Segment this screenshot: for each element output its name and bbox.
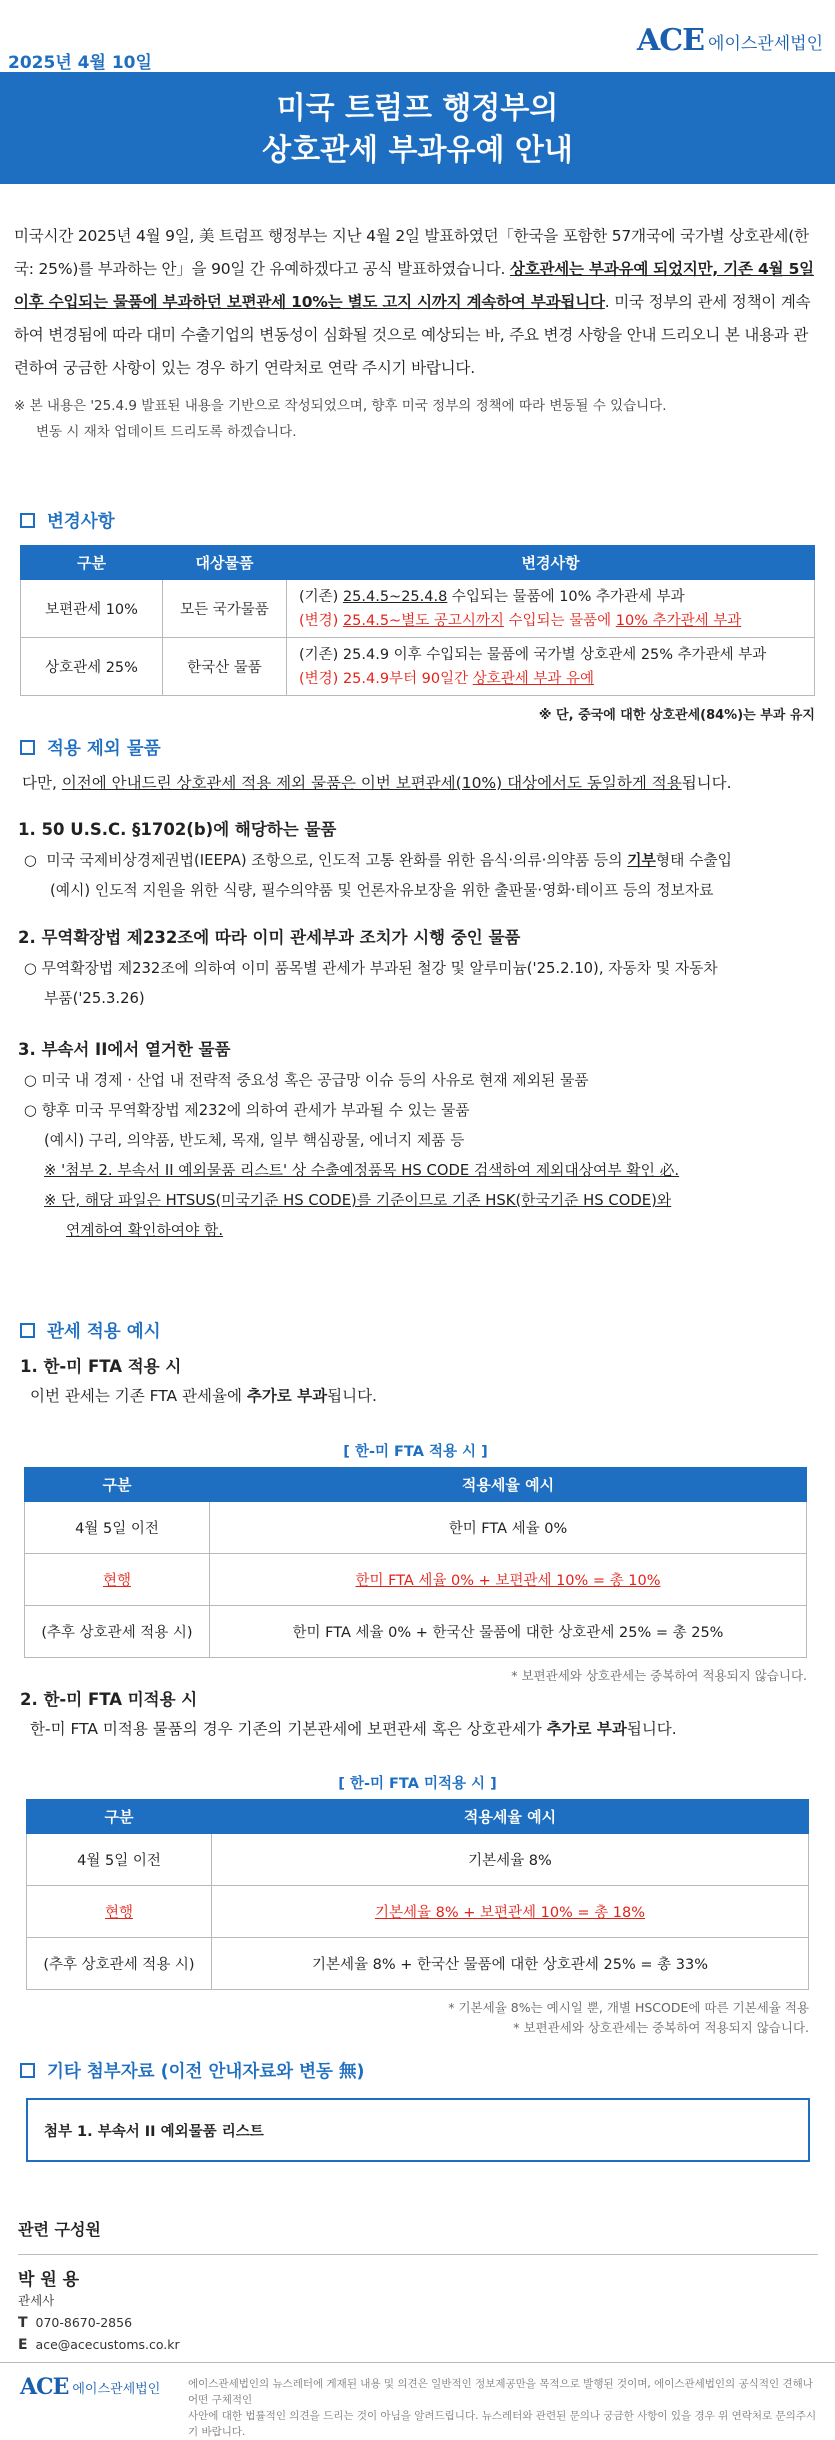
- table-row: [25, 1606, 807, 1658]
- after-prefix: (변경): [299, 612, 343, 629]
- square-bullet-icon: [20, 740, 35, 755]
- exclusions-intro-suffix: 됩니다.: [681, 774, 732, 792]
- change-after: [299, 667, 814, 691]
- col-header: 적용세율 예시: [212, 1800, 809, 1834]
- fta-table: [24, 1467, 807, 1658]
- circle-bullet-icon: ○: [24, 1072, 37, 1089]
- company-logo[interactable]: [637, 23, 823, 58]
- nofta-header-row: [27, 1800, 809, 1834]
- nofta-table-note-2: * 보편관세와 상호관세는 중복하여 적용되지 않습니다.: [513, 2020, 809, 2035]
- nofta-intro: [20, 1686, 815, 1744]
- cell-rate: 기본세율 8% + 보편관세 10% = 총 18%: [212, 1886, 809, 1938]
- cell-period: (추후 상호관세 적용 시): [27, 1938, 212, 1990]
- exclusion-item-3-line-2: [18, 1096, 818, 1126]
- fta-desc: [20, 1381, 815, 1411]
- cell-change: [287, 638, 815, 696]
- logo-mark: ACE: [637, 23, 705, 58]
- before-suffix: 수입되는 물품에 10% 추가관세 부과: [447, 588, 685, 605]
- after-mid: 25.4.9부터 90일간: [342, 670, 473, 687]
- logo-name: 에이스관세법인: [708, 34, 823, 54]
- footer-disclaimer: [188, 2376, 823, 2440]
- exclusion-item-2-line-2: 부품('25.3.26): [44, 990, 145, 1007]
- change-before: [299, 585, 814, 609]
- footer-logo[interactable]: [20, 2376, 160, 2398]
- title-banner: [0, 72, 835, 184]
- issue-date: 2025년 4월 10일: [8, 53, 152, 73]
- cell-rate: 기본세율 8%: [212, 1834, 809, 1886]
- footer-divider: [0, 2362, 835, 2363]
- changes-footnote: ※ 단, 중국에 대한 상호관세(84%)는 부과 유지: [538, 708, 815, 723]
- table-row: [25, 1554, 807, 1606]
- changes-table: [20, 545, 815, 696]
- email-link[interactable]: ace@acecustoms.co.kr: [35, 2337, 180, 2352]
- after-suspension: 상호관세 부과 유예: [472, 670, 595, 687]
- after-tariff: 10% 추가관세 부과: [615, 612, 742, 629]
- table-row: [25, 1502, 807, 1554]
- nofta-table-caption: [ 한-미 FTA 미적용 시 ]: [338, 1776, 497, 1792]
- tel-label: T: [18, 2315, 28, 2331]
- exclusions-intro: [20, 768, 815, 798]
- exclusion-item-1-line-1: [18, 846, 818, 876]
- nofta-desc-c: 됩니다.: [626, 1720, 677, 1738]
- square-bullet-icon: [20, 513, 35, 528]
- col-header: 변경사항: [287, 546, 815, 580]
- item3-text-1: 미국 내 경제 · 산업 내 전략적 중요성 혹은 공급망 이슈 등의 사유로 현재 제외된 물품: [41, 1072, 589, 1089]
- exclusion-item-1-title: 1. 50 U.S.C. §1702(b)에 해당하는 물품: [18, 820, 337, 839]
- intro-text: 미국시간 2025년 4월 9일, 美 트럼프 행정부는 지난 4월 2일 발표하였던「한국을 포함한 57개국에 국가별 상호관세(한국: 25%)를 부과하는 안」을 90일 간 유예하겠다고 공식 발표하였습니다.: [14, 227, 809, 278]
- examples-title: [20, 1318, 815, 1343]
- cell-period: 4월 5일 이전: [25, 1502, 210, 1554]
- contact-heading: 관련 구성원: [18, 2220, 101, 2239]
- fta-table-block: [24, 1440, 807, 1684]
- before-period: 25.4.5~25.4.8: [342, 588, 448, 605]
- cell-rate: 기본세율 8% + 한국산 물품에 대한 상호관세 25% = 총 33%: [212, 1938, 809, 1990]
- exclusions-intro-prefix: 다만,: [22, 774, 62, 792]
- contact-name: 박 원 용: [18, 2270, 80, 2290]
- cell-period: 4월 5일 이전: [27, 1834, 212, 1886]
- fta-table-note: * 보편관세와 상호관세는 중복하여 적용되지 않습니다.: [511, 1668, 807, 1683]
- top-bar: [0, 0, 835, 72]
- fta-table-caption: [ 한-미 FTA 적용 시 ]: [343, 1444, 488, 1460]
- cell-rate: 한미 FTA 세율 0%: [210, 1502, 807, 1554]
- item1-text-b: 기부: [627, 852, 656, 869]
- attachment-link[interactable]: 첨부 1. 부속서 II 예외물품 리스트: [26, 2098, 810, 2162]
- cell-period: 현행: [25, 1554, 210, 1606]
- changes-header-row: [21, 546, 815, 580]
- fta-title: 1. 한-미 FTA 적용 시: [20, 1357, 182, 1376]
- cell-change: [287, 580, 815, 638]
- circle-bullet-icon: ○: [24, 852, 37, 869]
- cell-period: (추후 상호관세 적용 시): [25, 1606, 210, 1658]
- fta-desc-a: 이번 관세는 기존 FTA 관세율에: [30, 1387, 247, 1405]
- exclusions-title: [20, 735, 815, 760]
- exclusion-item-1-line-2: (예시) 인도적 지원을 위한 식량, 필수의약품 및 언론자유보장을 위한 출판물·영화·테이프 등의 정보자료: [50, 882, 714, 899]
- nofta-table-block: [26, 1772, 809, 2036]
- tel-value[interactable]: 070-8670-2856: [35, 2315, 133, 2330]
- change-before: (기존) 25.4.9 이후 수입되는 물품에 국가별 상호관세 25% 추가관세 부과: [299, 646, 767, 663]
- contact-tel: [18, 2312, 818, 2334]
- cell-type: 상호관세 25%: [21, 638, 163, 696]
- email-label: E: [18, 2337, 28, 2353]
- col-header: 구분: [21, 546, 163, 580]
- change-after: [299, 609, 814, 633]
- square-bullet-icon: [20, 1323, 35, 1338]
- nofta-table: [26, 1799, 809, 1990]
- after-period: 25.4.5~별도 공고시까지: [342, 612, 504, 629]
- title-line-2: 상호관세 부과유예 안내: [262, 133, 573, 168]
- table-row: [21, 580, 815, 638]
- cell-rate: 한미 FTA 세율 0% + 한국산 물품에 대한 상호관세 25% = 총 25%: [210, 1606, 807, 1658]
- fta-desc-b: 추가로 부과: [246, 1387, 328, 1405]
- exclusion-item-1: [18, 816, 818, 906]
- exclusion-item-2-title: 2. 무역확장법 제232조에 따라 이미 관세부과 조치가 시행 중인 물품: [18, 928, 521, 947]
- table-row: [21, 638, 815, 696]
- intro-paragraph: [0, 184, 835, 385]
- intro-note-line-2: 변동 시 재차 업데이트 드리도록 하겠습니다.: [36, 424, 297, 440]
- square-bullet-icon: [20, 2063, 35, 2078]
- changes-title: [20, 508, 815, 533]
- exclusion-item-3-line-1: [18, 1066, 818, 1096]
- title-line-1: 미국 트럼프 행정부의: [276, 91, 559, 126]
- nofta-desc: [20, 1714, 815, 1744]
- exclusion-item-3: [18, 1036, 818, 1246]
- item3-text-2: 향후 미국 무역확장법 제232에 의하여 관세가 부과될 수 있는 물품: [41, 1102, 470, 1119]
- cell-rate: 한미 FTA 세율 0% + 보편관세 10% = 총 10%: [210, 1554, 807, 1606]
- item2-text: 무역확장법 제232조에 의하여 이미 품목별 관세가 부과된 철강 및 알루미늄('25.2.10), 자동차 및 자동차: [41, 960, 718, 977]
- footer-logo-name: 에이스관세법인: [72, 2382, 161, 2397]
- exclusion-item-3-line-3: (예시) 구리, 의약품, 반도체, 목재, 일부 핵심광물, 에너지 제품 등: [44, 1132, 465, 1149]
- fta-header-row: [25, 1468, 807, 1502]
- fta-desc-c: 됩니다.: [327, 1387, 377, 1405]
- col-header: 구분: [27, 1800, 212, 1834]
- exclusion-item-3-title: 3. 부속서 II에서 열거한 물품: [18, 1040, 231, 1059]
- contact-section: [18, 2217, 818, 2356]
- divider: [18, 2254, 818, 2255]
- intro-text-end: . 미국 정부의 관세 정책이 계속하여 변경됨에 따라 대미 수출기업의 변동성이 심화될 것으로 예상되는 바, 주요 변경 사항을 안내 드리오니 본 내용과 관련하여 궁금한 사항이 있는 경우 하기 연락처로 연락 주시기 바랍니다.: [14, 293, 811, 377]
- exclusions-section: [20, 735, 815, 798]
- exclusion-item-3-note-1: ※ '첨부 2. 부속서 II 예외물품 리스트' 상 수출예정품목 HS CODE 검색하여 제외대상여부 확인 必.: [44, 1162, 680, 1179]
- col-header: 구분: [25, 1468, 210, 1502]
- exclusions-title-text: 적용 제외 물품: [47, 739, 161, 759]
- before-prefix: (기존): [299, 588, 343, 605]
- after-prefix: (변경): [299, 670, 343, 687]
- intro-highlight: 상호관세는 부과유예 되었지만, 기존 4월 5일 이후 수입되는 물품에 부과하던 보편관세 10%는 별도 고지 시까지 계속하여 부과됩니다: [14, 260, 814, 311]
- attachments-title: [20, 2058, 815, 2083]
- nofta-desc-b: 추가로 부과: [546, 1720, 627, 1738]
- exclusion-item-3-note-2b: 연계하여 확인하여야 함.: [66, 1222, 224, 1239]
- exclusions-intro-underlined: 이전에 안내드린 상호관세 적용 제외 물품은 이번 보편관세(10%) 대상에서도 동일하게 적용: [61, 774, 682, 792]
- contact-email: [18, 2334, 818, 2356]
- circle-bullet-icon: ○: [24, 1102, 37, 1119]
- cell-period: 현행: [27, 1886, 212, 1938]
- cell-type: 보편관세 10%: [21, 580, 163, 638]
- col-header: 적용세율 예시: [210, 1468, 807, 1502]
- attachments-title-text: 기타 첨부자료 (이전 안내자료와 변동 無): [47, 2062, 365, 2082]
- table-row: [27, 1938, 809, 1990]
- table-row: [27, 1886, 809, 1938]
- exclusion-item-3-note-2a: ※ 단, 해당 파일은 HTSUS(미국기준 HS CODE)를 기준이므로 기존 HSK(한국기준 HS CODE)와: [44, 1192, 672, 1209]
- exclusion-item-2-line-1: [18, 954, 818, 984]
- item1-text-c: 형태 수출입: [655, 852, 732, 869]
- nofta-title: 2. 한-미 FTA 미적용 시: [20, 1690, 198, 1709]
- footer-disclaimer-line-1: 에이스관세법인의 뉴스레터에 게재된 내용 및 의견은 일반적인 정보제공만을 목적으로 발행된 것이며, 에이스관세법인의 공식적인 견해나 어떤 구체적인: [188, 2378, 813, 2406]
- nofta-table-note-1: * 기본세율 8%는 예시일 뿐, 개별 HSCODE에 따른 기본세율 적용: [448, 2000, 809, 2015]
- circle-bullet-icon: ○: [24, 960, 37, 977]
- contact-role: 관세사: [18, 2293, 55, 2308]
- footer: [0, 2362, 835, 2438]
- changes-section: [20, 508, 815, 723]
- changes-title-text: 변경사항: [47, 512, 115, 532]
- footer-logo-mark: ACE: [20, 2374, 69, 2400]
- item1-text-a: 미국 국제비상경제권법(IEEPA) 조항으로, 인도적 고통 완화를 위한 음식·의류·의약품 등의: [46, 852, 628, 869]
- cell-target: 모든 국가물품: [163, 580, 287, 638]
- footer-disclaimer-line-2: 사안에 대한 법률적인 의견을 드리는 것이 아님을 알려드립니다. 뉴스레터와 관련된 문의나 궁금한 사항이 있을 경우 위 연락처로 문의주시기 바랍니다.: [188, 2410, 817, 2438]
- intro-note: [0, 385, 835, 445]
- intro-note-line-1: ※ 본 내용은 '25.4.9 발표된 내용을 기반으로 작성되었으며, 향후 미국 정부의 정책에 따라 변동될 수 있습니다.: [14, 398, 667, 414]
- after-mid: 수입되는 물품에: [503, 612, 616, 629]
- cell-target: 한국산 물품: [163, 638, 287, 696]
- examples-section: [20, 1318, 815, 1411]
- table-row: [27, 1834, 809, 1886]
- examples-title-text: 관세 적용 예시: [47, 1322, 161, 1342]
- exclusion-item-2: [18, 924, 818, 1014]
- attachments-section: [20, 2058, 815, 2083]
- nofta-desc-a: 한-미 FTA 미적용 물품의 경우 기존의 기본관세에 보편관세 혹은 상호관세가: [30, 1720, 547, 1738]
- col-header: 대상물품: [163, 546, 287, 580]
